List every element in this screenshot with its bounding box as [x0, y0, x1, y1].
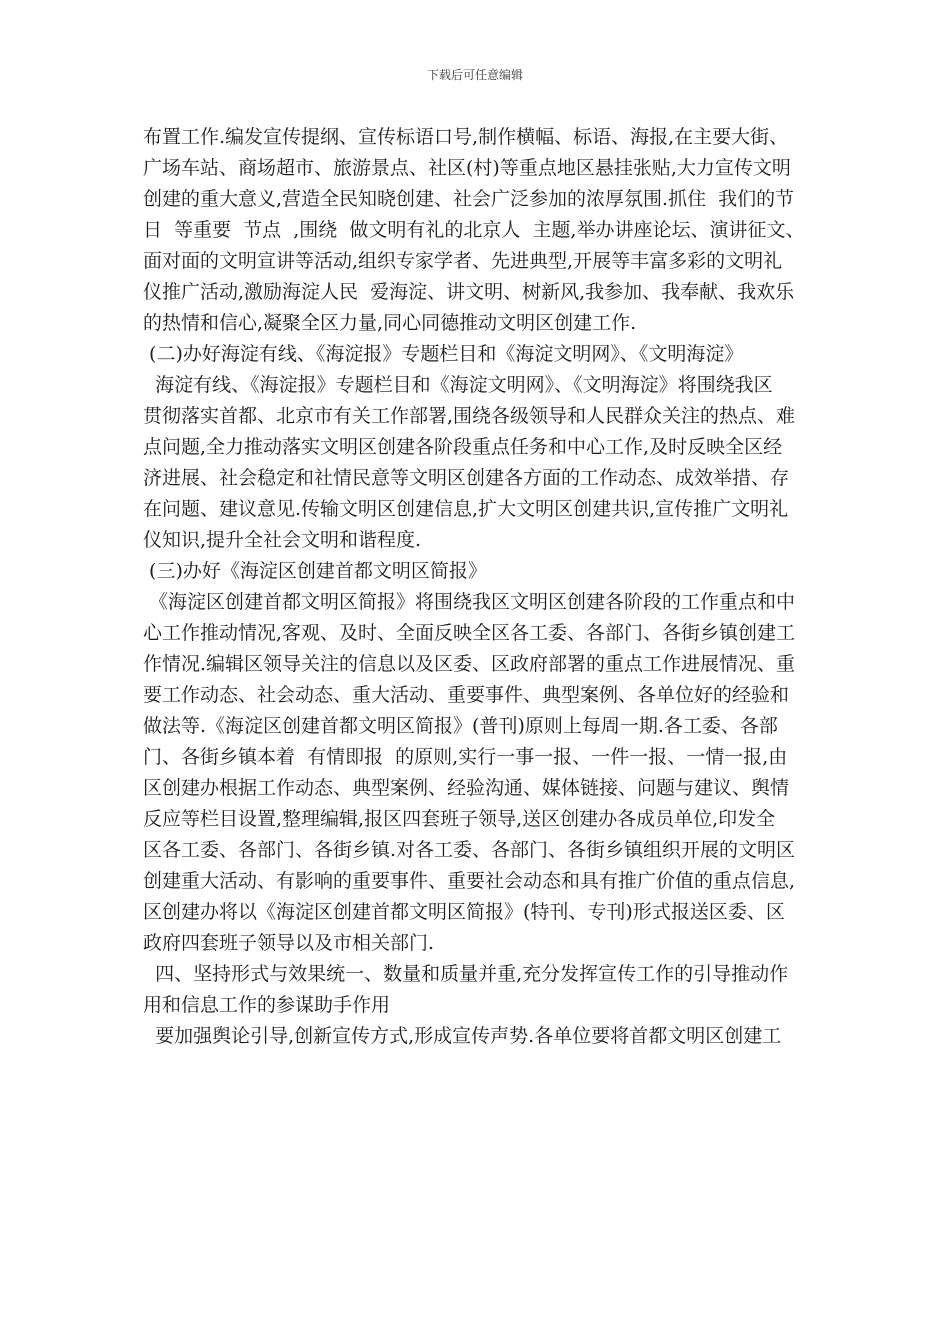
text-line: 创建的重大意义,营造全民知晓创建、社会广泛参加的浓厚氛围.抓住 我们的节 — [143, 188, 795, 210]
section-heading: 四、坚持形式与效果统一、数量和质量并重,充分发挥宣传工作的引导推动作 — [143, 963, 789, 985]
text-line: 面对面的文明宣讲等活动,组织专家学者、先进典型,开展等丰富多彩的文明礼 — [143, 250, 783, 272]
text-line: 要工作动态、社会动态、重大活动、重要事件、典型案例、各单位好的经验和 — [143, 684, 790, 706]
text-line: 心工作推动情况,客观、及时、全面反映全区各工委、各部门、各街乡镇创建工 — [143, 622, 796, 644]
page-header: 下载后可任意编辑 — [426, 68, 523, 82]
text-line: 日 等重要 节点 ,围绕 做文明有礼的北京人 主题,举办讲座论坛、演讲征文、 — [143, 219, 805, 241]
text-line: 创建重大活动、有影响的重要事件、重要社会动态和具有推广价值的重点信息, — [143, 870, 796, 892]
text-line: 的热情和信心,凝聚全区力量,同心同德推动文明区创建工作. — [143, 312, 637, 334]
text-line: 反应等栏目设置,整理编辑,报区四套班子领导,送区创建办各成员单位,印发全 — [143, 808, 776, 830]
text-line: 区各工委、各部门、各街乡镇.对各工委、各部门、各街乡镇组织开展的文明区 — [143, 839, 796, 861]
text-line: 门、各街乡镇本着 有情即报 的原则,实行一事一报、一件一报、一情一报,由 — [143, 746, 788, 768]
section-heading: (三)办好《海淀区创建首都文明区简报》 — [143, 560, 487, 582]
text-line: 仪知识,提升全社会文明和谐程度. — [143, 529, 422, 551]
text-line: 《海淀区创建首都文明区简报》将围绕我区文明区创建各阶段的工作重点和中 — [143, 591, 796, 613]
text-line: 仪推广活动,激励海淀人民 爱海淀、讲文明、树新风,我参加、我奉献、我欢乐 — [143, 281, 795, 303]
document-body — [143, 122, 823, 1052]
text-line: 贯彻落实首都、北京市有关工作部署,围绕各级领导和人民群众关注的热点、难 — [143, 405, 796, 427]
text-line: 区创建办根据工作动态、典型案例、经验沟通、媒体链接、问题与建议、舆情 — [143, 777, 790, 799]
text-line: 要加强舆论引导,创新宣传方式,形成宣传声势.各单位要将首都文明区创建工 — [143, 1025, 782, 1047]
section-heading: (二)办好海淀有线、《海淀报》专题栏目和《海淀文明网》、《文明海淀》 — [143, 343, 744, 365]
section-heading: 用和信息工作的参谋助手作用 — [143, 994, 391, 1016]
text-line: 政府四套班子领导以及市相关部门. — [143, 932, 435, 954]
text-line: 区创建办将以《海淀区创建首都文明区简报》(特刊、专刊)形式报送区委、区 — [143, 901, 785, 923]
text-line: 做法等.《海淀区创建首都文明区简报》(普刊)原则上每周一期.各工委、各部 — [143, 715, 778, 737]
text-line: 在问题、建议意见.传输文明区创建信息,扩大文明区创建共识,宣传推广文明礼 — [143, 498, 789, 520]
text-line: 济进展、社会稳定和社情民意等文明区创建各方面的工作动态、成效举措、存 — [143, 467, 790, 489]
text-line: 海淀有线、《海淀报》专题栏目和《海淀文明网》、《文明海淀》将围绕我区 — [143, 374, 773, 396]
text-line: 广场车站、商场超市、旅游景点、社区(村)等重点地区悬挂张贴,大力宣传文明 — [143, 157, 791, 179]
text-line: 作情况.编辑区领导关注的信息以及区委、区政府部署的重点工作进展情况、重 — [143, 653, 796, 675]
text-line: 布置工作.编发宣传提纲、宣传标语口号,制作横幅、标语、海报,在主要大街、 — [143, 126, 789, 148]
text-line: 点问题,全力推动落实文明区创建各阶段重点任务和中心工作,及时反映全区经 — [143, 436, 783, 458]
